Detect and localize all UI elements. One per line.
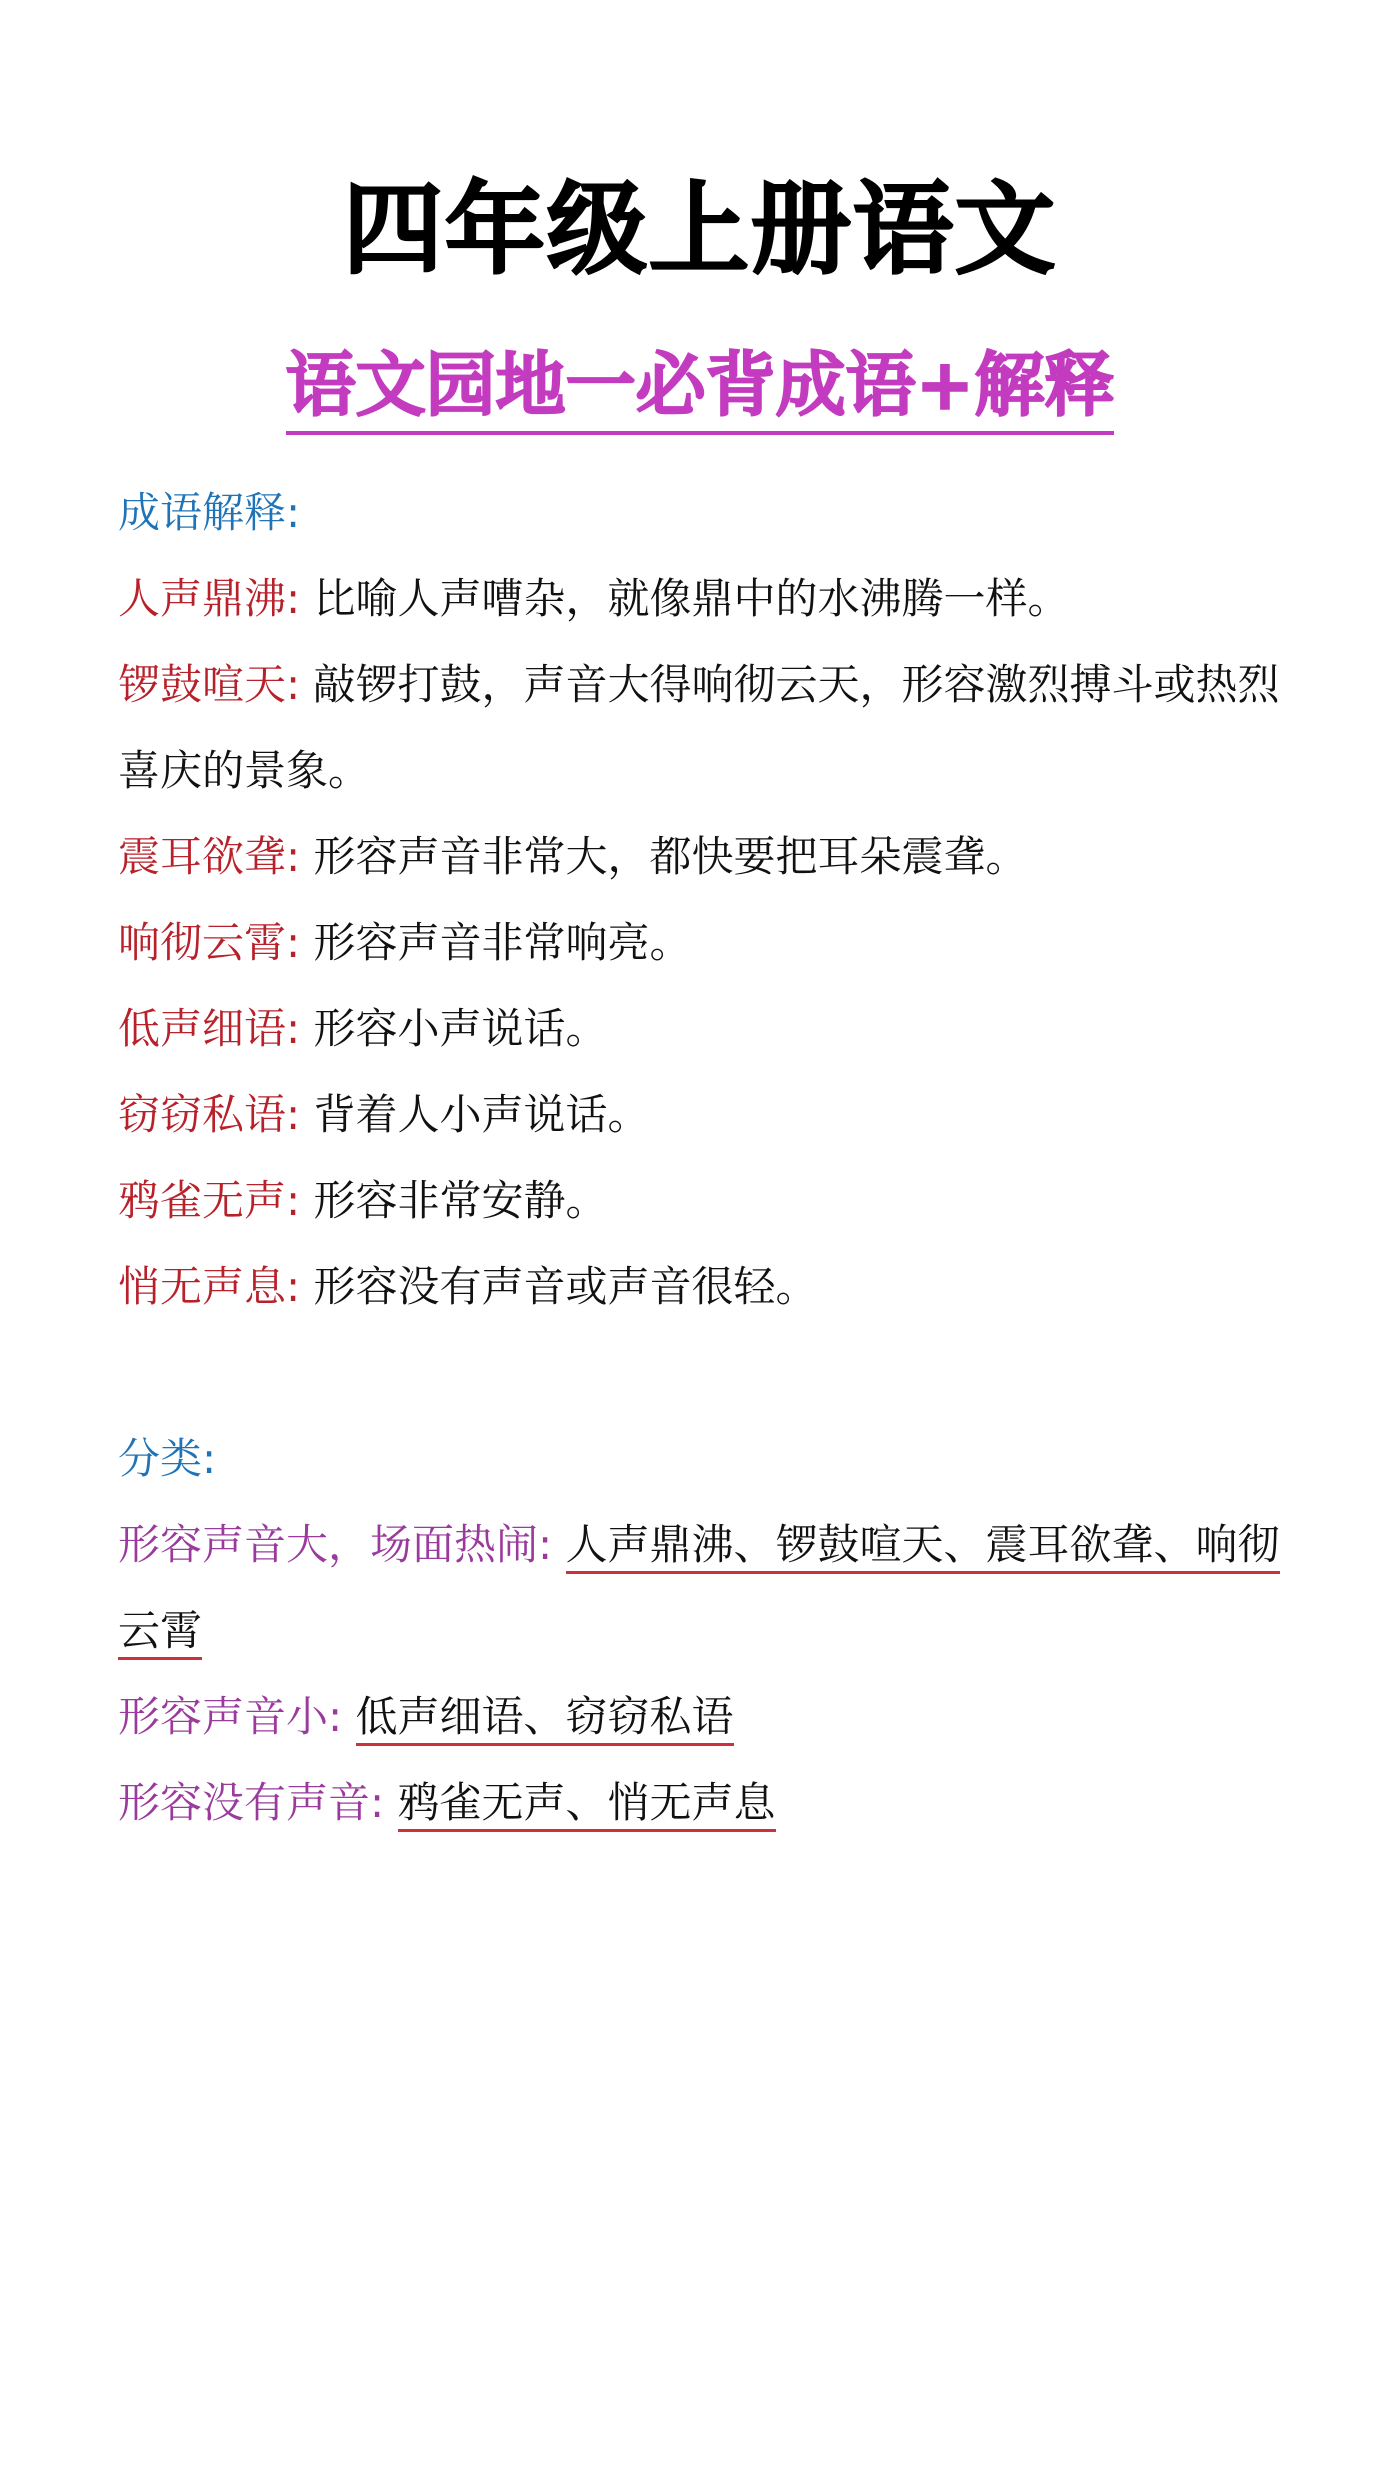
category-words: 人声鼎沸、锣鼓喧天、震耳欲聋、响彻云霄 [118, 1520, 1280, 1660]
category-words: 低声细语、窃窃私语 [356, 1692, 734, 1746]
idiom-entry [118, 1244, 1298, 1330]
subtitle-wrapper [0, 343, 1400, 435]
idiom-meaning: 形容非常安静。 [313, 1176, 608, 1225]
idiom-meaning: 背着人小声说话。 [313, 1090, 650, 1139]
idiom-term: 窃窃私语: [118, 1090, 301, 1139]
idiom-entry [118, 556, 1298, 642]
page-title: 四年级上册语文 [343, 171, 1057, 288]
idiom-term: 悄无声息: [118, 1262, 301, 1311]
category-entry [118, 1502, 1298, 1674]
idiom-term: 锣鼓喧天: [118, 660, 301, 709]
category-label: 形容声音大，场面热闹: [118, 1520, 553, 1569]
idiom-meaning: 形容小声说话。 [313, 1004, 608, 1053]
category-label: 形容没有声音: [118, 1778, 385, 1827]
idiom-meaning: 形容没有声音或声音很轻。 [313, 1262, 818, 1311]
idiom-term: 震耳欲聋: [118, 832, 301, 881]
category-entry [118, 1674, 1298, 1760]
idiom-meaning: 比喻人声嘈杂，就像鼎中的水沸腾一样。 [313, 574, 1070, 623]
category-words: 鸦雀无声、悄无声息 [398, 1778, 776, 1832]
idiom-term: 低声细语: [118, 1004, 301, 1053]
category-entry [118, 1760, 1298, 1846]
content-body [118, 470, 1298, 1846]
idiom-entry [118, 1158, 1298, 1244]
idiom-entry [118, 1072, 1298, 1158]
idiom-meaning: 形容声音非常响亮。 [313, 918, 692, 967]
idiom-entry [118, 900, 1298, 986]
category-section-label: 分类: [118, 1434, 217, 1483]
idiom-term: 鸦雀无声: [118, 1176, 301, 1225]
explanation-section-label: 成语解释: [118, 488, 301, 537]
idiom-meaning: 形容声音非常大，都快要把耳朵震聋。 [313, 832, 1028, 881]
idiom-entry [118, 814, 1298, 900]
idiom-term: 响彻云霄: [118, 918, 301, 967]
idiom-term: 人声鼎沸: [118, 574, 301, 623]
idiom-entry [118, 642, 1298, 814]
section-spacer [118, 1330, 1298, 1416]
category-label: 形容声音小: [118, 1692, 343, 1741]
idiom-entry [118, 986, 1298, 1072]
idiom-meaning: 敲锣打鼓，声音大得响彻云天，形容激烈搏斗或热烈喜庆的景象。 [118, 660, 1280, 795]
page-subtitle: 语文园地一必背成语+解释 [286, 343, 1115, 435]
